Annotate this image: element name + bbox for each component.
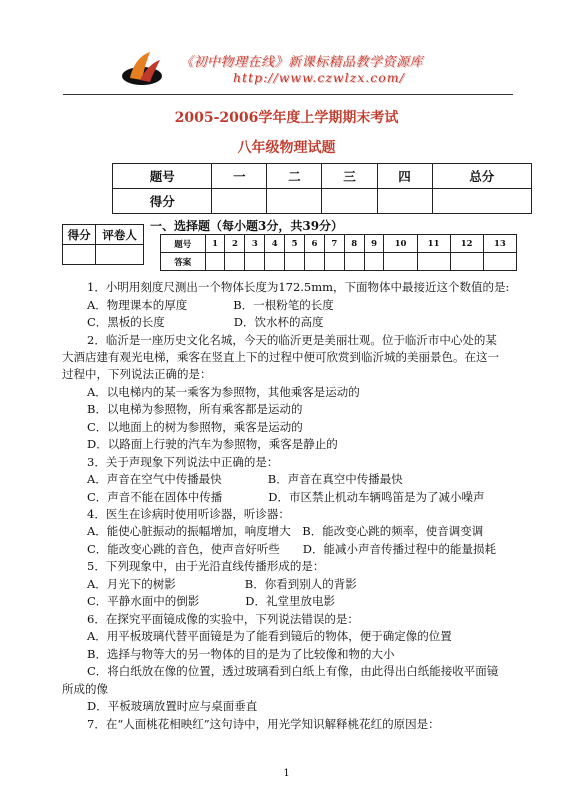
answer-header-cell: 7	[324, 235, 344, 253]
option-line: C．将白纸放在像的位置，透过玻璃看到白纸上有像，由此得出白纸能接收平面镜	[87, 664, 499, 678]
option-line: A．用平板玻璃代替平面镜是为了能看到镜后的物体，便于确定像的位置	[87, 629, 452, 643]
answer-cell[interactable]	[344, 253, 364, 271]
answer-header-cell: 11	[417, 235, 450, 253]
grader-table	[62, 224, 144, 265]
score-cell[interactable]	[212, 189, 267, 214]
option-line: A．物理课本的厚度 B．一根粉笔的长度	[87, 298, 334, 312]
answer-header-cell: 4	[265, 235, 285, 253]
score-label-cell: 得分	[113, 189, 212, 214]
answer-header-cell: 3	[245, 235, 265, 253]
option-line: A．能使心脏振动的振幅增加，响度增大 B．能改变心跳的频率，使音调变调	[87, 524, 484, 538]
answer-header-cell: 1	[205, 235, 225, 253]
option-line: A．月光下的树影 B．你看到别人的背影	[87, 577, 357, 591]
table-row	[113, 164, 532, 189]
option-line: 所成的像	[62, 682, 108, 696]
question-line: 3．关于声现象下列说法中正确的是：	[87, 455, 279, 469]
score-header-cell: 三	[322, 164, 377, 189]
answer-header-cell: 2	[225, 235, 245, 253]
answer-cell[interactable]	[285, 253, 305, 271]
grader-name-cell[interactable]	[96, 245, 144, 265]
option-line: D．平板玻璃放置时应与桌面垂直	[87, 699, 258, 713]
score-header-cell: 四	[377, 164, 432, 189]
answer-header-cell: 10	[384, 235, 417, 253]
section-title: 一、选择题（每小题3分，共39分）	[150, 219, 344, 233]
option-line: B．以电梯为参照物，所有乘客都是运动的	[87, 402, 303, 416]
question-line: 4．医生在诊病时使用听诊器，听诊器：	[87, 507, 290, 521]
answer-cell[interactable]	[364, 253, 384, 271]
answer-cell[interactable]	[384, 253, 417, 271]
header-divider	[63, 94, 513, 95]
option-line: C．黑板的长度 D．饮水杯的高度	[87, 315, 324, 329]
answer-header-cell: 8	[344, 235, 364, 253]
banner-url: http://www.czwlzx.com/	[233, 70, 405, 85]
option-line: A．声音在空气中传播最快 B．声音在真空中传播最快	[87, 472, 403, 486]
banner-title: 《初中物理在线》新课标精品教学资源库	[180, 55, 424, 70]
table-row	[161, 253, 517, 271]
answer-cell[interactable]	[304, 253, 324, 271]
answer-cell[interactable]	[265, 253, 285, 271]
option-line: A．以电梯内的某一乘客为参照物，其他乘客是运动的	[87, 385, 360, 399]
site-logo	[120, 50, 180, 90]
answer-cell[interactable]	[417, 253, 450, 271]
table-row	[63, 225, 144, 245]
answer-label-cell: 答案	[161, 253, 206, 271]
table-row	[113, 189, 532, 214]
answer-cell[interactable]	[225, 253, 245, 271]
score-cell[interactable]	[267, 189, 322, 214]
option-line: C．能改变心跳的音色，使声音好听些 D．能减小声音传播过程中的能量损耗	[87, 542, 497, 556]
option-line: C．平静水面中的倒影 D．礼堂里放电影	[87, 594, 336, 608]
answer-cell[interactable]	[205, 253, 225, 271]
answer-cell[interactable]	[483, 253, 516, 271]
question-line: 过程中，下列说法正确的是：	[62, 367, 212, 381]
question-line: 2．临沂是一座历史文化名城，今天的临沂更是美丽壮观。位于临沂市中心处的某	[87, 333, 497, 347]
score-cell[interactable]	[432, 189, 531, 214]
score-header-cell: 二	[267, 164, 322, 189]
answer-header-cell: 13	[483, 235, 516, 253]
score-table	[112, 163, 532, 214]
answer-header-cell: 12	[450, 235, 483, 253]
option-line: D．以路面上行驶的汽车为参照物，乘客是静止的	[87, 437, 338, 451]
score-header-cell: 总分	[432, 164, 531, 189]
answer-cell[interactable]	[450, 253, 483, 271]
answer-header-cell: 9	[364, 235, 384, 253]
answer-table	[160, 234, 517, 271]
score-header-cell: 一	[212, 164, 267, 189]
question-line: 6．在探究平面镜成像的实验中，下列说法错误的是：	[87, 612, 359, 626]
answer-header-cell: 6	[304, 235, 324, 253]
grader-score-label: 得分	[63, 225, 96, 245]
answer-cell[interactable]	[245, 253, 265, 271]
option-line: C．声音不能在固体中传播 D．市区禁止机动车辆鸣笛是为了减小噪声	[87, 490, 485, 504]
answer-cell[interactable]	[324, 253, 344, 271]
exam-title: 2005-2006学年度上学期期末考试	[174, 110, 399, 126]
page-number: 1	[283, 768, 290, 779]
answer-header-cell: 5	[285, 235, 305, 253]
question-line: 5．下列现象中，由于光沿直线传播形成的是：	[87, 559, 325, 573]
grader-name-label: 评卷人	[96, 225, 144, 245]
question-line: 大酒店建有观光电梯，乘客在竖直上下的过程中便可欣赏到临沂城的美丽景色。在这一	[62, 350, 499, 364]
paper-title: 八年级物理试题	[237, 140, 336, 156]
answer-header-cell: 题号	[161, 235, 206, 253]
question-line: 1．小明用刻度尺测出一个物体长度为172.5mm，下面物体中最接近这个数值的是:	[87, 280, 510, 294]
question-line: 7．在“人面桃花相映红”这句诗中，用光学知识解释桃花红的原因是：	[87, 717, 440, 731]
table-row	[161, 235, 517, 253]
option-line: C．以地面上的树为参照物，乘客是运动的	[87, 420, 303, 434]
score-cell[interactable]	[377, 189, 432, 214]
score-header-cell: 题号	[113, 164, 212, 189]
table-row	[63, 245, 144, 265]
option-line: B．选择与物等大的另一物体的目的是为了比较像和物的大小	[87, 647, 395, 661]
grader-score-cell[interactable]	[63, 245, 96, 265]
score-cell[interactable]	[322, 189, 377, 214]
